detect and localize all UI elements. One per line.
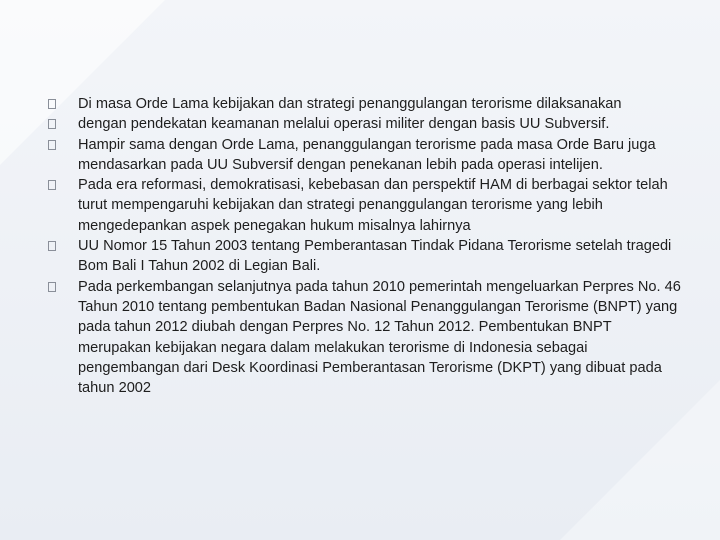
bullet-box-icon: [48, 282, 56, 292]
bullet-item: [48, 175, 688, 236]
bullet-text: Pada perkembangan selanjutnya pada tahun 2010 pemerintah mengeluarkan Perpres No. 46 Tahun 2010 tentang pembentukan Badan Nasional Penanggulangan Terorisme (BNPT) yang pada tahun 2012 diubah dengan Perpres No. 12 Tahun 2012. Pembentukan BNPT merupakan kebijakan negara dalam melakukan terorisme di Indonesia sebagai pengembangan dari Desk Koordinasi Pemberantasan Terorisme (DKPT) yang dibuat pada tahun 2002: [78, 278, 681, 397]
bullet-item: [48, 94, 688, 114]
bullet-box-icon: [48, 180, 56, 190]
bullet-box-icon: [48, 140, 56, 150]
bullet-item: [48, 114, 688, 134]
bullet-box-icon: [48, 99, 56, 109]
bullet-box-icon: [48, 241, 56, 251]
bullet-item: [48, 277, 688, 399]
slide-content: [48, 94, 688, 398]
bullet-text: dengan pendekatan keamanan melalui operasi militer dengan basis UU Subversif.: [78, 116, 610, 133]
bullet-text: Hampir sama dengan Orde Lama, penanggulangan terorisme pada masa Orde Baru juga mendasarkan pada UU Subversif dengan penekanan lebih pada operasi intelijen.: [78, 136, 656, 173]
bullet-list: [48, 94, 688, 398]
bullet-text: UU Nomor 15 Tahun 2003 tentang Pemberantasan Tindak Pidana Terorisme setelah tragedi Bom Bali I Tahun 2002 di Legian Bali.: [78, 238, 672, 275]
bullet-text: Di masa Orde Lama kebijakan dan strategi penanggulangan terorisme dilaksanakan: [78, 96, 622, 112]
bullet-item: [48, 135, 688, 176]
bullet-box-icon: [48, 119, 56, 129]
bullet-text: Pada era reformasi, demokratisasi, kebebasan dan perspektif HAM di berbagai sektor telah turut mempengaruhi kebijakan dan strategi penanggulangan terorisme yang lebih mengedepankan aspek penegakan hukum misalnya lahirnya: [78, 177, 668, 234]
bullet-item: [48, 236, 688, 277]
